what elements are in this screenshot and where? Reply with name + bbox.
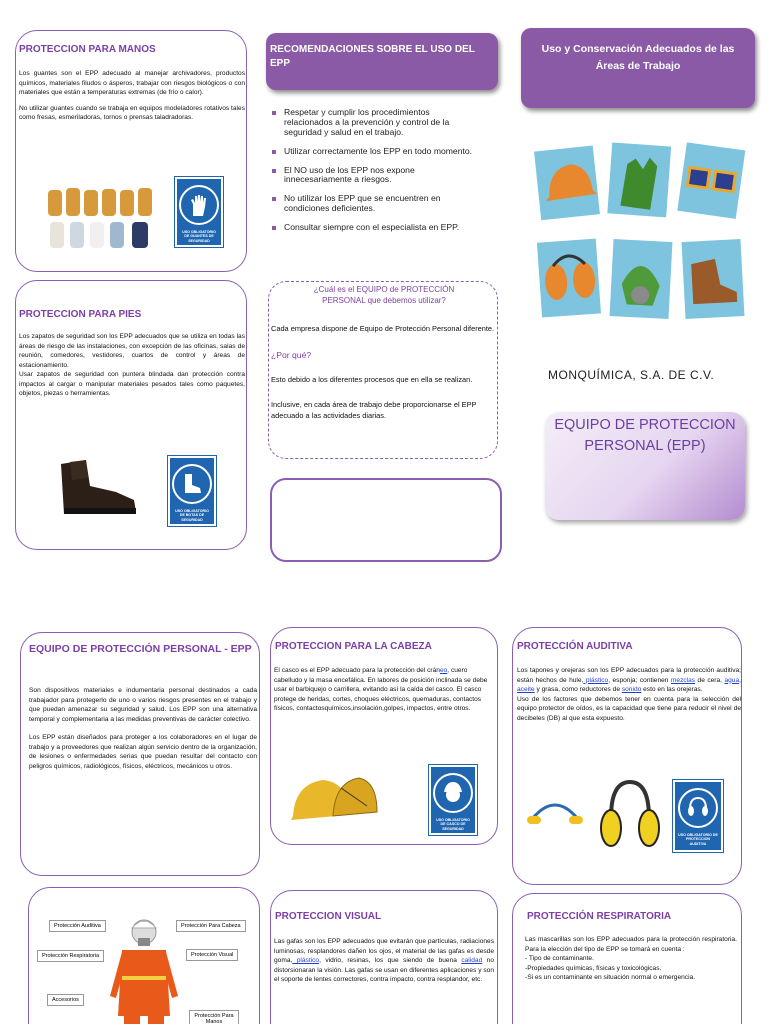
- question-p3: Inclusive, en cada área de trabajo debe proporcionarse el EPP adecuado a las actividades diarias.: [271, 399, 477, 420]
- cabeza-title: PROTECCION PARA LA CABEZA: [275, 641, 432, 652]
- card-pies: [15, 280, 247, 550]
- auditiva-a2: , esponja; contienen: [608, 676, 671, 684]
- auditiva-a6: esto en las orejeras.: [641, 686, 703, 694]
- auditiva-title: PROTECCIÓN AUDITIVA: [517, 641, 633, 652]
- manos-p2: No utilizar guantes cuando se trabaja en equipos modeladores rotativos tales como fresas, esmeriladoras, tornos o prensas taladradoras.: [19, 104, 245, 122]
- diagram-label: Protección Para Cabeza: [176, 920, 246, 932]
- respiratoria-item: -Propiedades químicas, físicas y toxicológicas.: [525, 964, 662, 972]
- helmet-icon: [433, 773, 473, 813]
- gloves-mandatory-sign: [175, 177, 223, 247]
- helmet-image: [289, 768, 379, 828]
- boot-image: [56, 456, 141, 521]
- link-sonido[interactable]: sonido: [621, 686, 642, 694]
- earmuff-icon: [678, 788, 718, 828]
- recommendations-list: [270, 108, 480, 242]
- manos-text: [19, 69, 245, 129]
- boots-mandatory-sign: [168, 456, 216, 526]
- pies-text: [19, 332, 245, 405]
- card-definition: [20, 632, 260, 876]
- diagram-label: Protección Respiratoria: [37, 950, 104, 962]
- definition-title: EQUIPO DE PROTECCIÓN PERSONAL - EPP: [29, 643, 252, 655]
- diagram-label: Protección Visual: [186, 949, 238, 961]
- question-text: ¿Cuál es el EQUIPO de PROTECCIÓN PERSONAL que debemos utilizar?: [313, 285, 455, 305]
- areas-banner: [521, 28, 755, 108]
- cabeza-text-b: , cuero cabelludo y la masa encefálica. En labores de posición inclinada se debe usar el barbiquejo o carrillera, evitando así la caída del casco. El casco protege de heridas, cortes, choques eléctricos, quemaduras, contactos físicos, contactosquímicos,insolación,golpes, impactos, entre otros.: [274, 667, 488, 713]
- visual-a2: , vidrio, resinas, los que siendo de buena: [319, 957, 462, 965]
- recommendations-title: RECOMENDACIONES SOBRE EL USO DEL EPP: [270, 44, 475, 69]
- definition-p1: Son dispositivos materiales e indumentaria personal destinados a cada trabajador para protegerlo de uno o varios riesgos presentes en el trabajo y que puedan amenazar su seguridad y salud. Los EPP son una alternativa temporal y complementaria a las medidas preventivas de carácter colectivo.: [29, 687, 257, 723]
- respiratoria-item: - Tipo de contaminante.: [525, 955, 594, 963]
- auditiva-a4: ,: [739, 676, 741, 684]
- link-agua[interactable]: agua: [724, 676, 740, 684]
- respiratoria-p1: Las mascarillas son los EPP adecuados para la protección respiratoria. Para la elección del tipo de EPP se tomará en cuenta :: [525, 936, 737, 953]
- auditiva-a5: y grasa, como reductores de: [534, 686, 622, 694]
- link-plastico-visual[interactable]: plástico: [292, 957, 320, 965]
- hearing-mandatory-sign: [673, 780, 723, 852]
- pies-title: PROTECCION PARA PIES: [19, 309, 142, 320]
- card-visual: [270, 890, 498, 1024]
- recommendations-banner: [266, 33, 498, 90]
- question-p1: Cada empresa dispone de Equipo de Protección Personal diferente.: [271, 324, 495, 333]
- card-respiratoria: [512, 893, 742, 1024]
- link-aceite[interactable]: aceite: [517, 686, 535, 694]
- epp-banner-title: EQUIPO DE PROTECCION PERSONAL (EPP): [554, 417, 736, 455]
- recommendation-item: No utilizar los EPP que se encuentren en condiciones deficientes.: [270, 194, 480, 214]
- visual-text: [274, 937, 494, 985]
- definition-text: [29, 686, 257, 777]
- link-calidad[interactable]: calidad: [461, 957, 483, 965]
- card-manos: [15, 30, 247, 272]
- question-box: [268, 281, 498, 459]
- visual-a1: Las gafas son los EPP adecuados que evitarán que partículas, radiaciones luminosas, resplandores dañen los ojos, el material de las gafas es desde goma,: [274, 938, 494, 965]
- ppe-items-image: [530, 135, 748, 327]
- link-plastico[interactable]: plástico: [583, 676, 609, 684]
- worker-figure: [104, 916, 184, 1024]
- company-name: MONQUÍMICA, S.A. DE C.V.: [548, 368, 715, 382]
- hearing-sign-text: USO OBLIGATORIO DE PROTECCION AUDITIVA: [678, 833, 718, 846]
- cabeza-link[interactable]: eo: [439, 667, 448, 674]
- areas-title: Uso y Conservación Adecuados de las Áreas de Trabajo: [541, 43, 735, 73]
- diagram-label: Accesorios: [47, 994, 84, 1006]
- recommendation-item: El NO uso de los EPP nos expone innecesariamente a riesgos.: [270, 166, 480, 186]
- respiratoria-title: PROTECCIÓN RESPIRATORIA: [527, 911, 672, 922]
- empty-box: [270, 478, 502, 562]
- respiratoria-item: -Si es un contaminante en situación normal o emergencia.: [525, 974, 696, 982]
- earmuffs-image: [599, 778, 661, 854]
- earplugs-image: [525, 788, 585, 838]
- question-body: [271, 324, 495, 427]
- glove-icon: [179, 185, 219, 225]
- link-mezclas[interactable]: mezclas: [670, 676, 696, 684]
- helmet-sign-text: USO OBLIGATORIO DE CASCO DE SEGURIDAD: [436, 818, 470, 831]
- pies-p2: Usar zapatos de seguridad con puntera blindada dan protección contra impactos al cargar o manipular materiales pesados tales como paquetes, objetos, piezas o herramientas.: [19, 371, 245, 398]
- pies-p1: Los zapatos de seguridad son los EPP adecuados que se utiliza en todas las áreas de riesgo de las instalaciones, con excepción de las oficinas, salas de reunión, comedores, vestidores, cuartos de control y áreas de estacionamiento.: [19, 333, 245, 369]
- gloves-image: [46, 186, 156, 251]
- respiratoria-text: [525, 935, 737, 983]
- diagram-label: Protección Para Manos: [189, 1010, 239, 1024]
- cabeza-text-a: El casco es el EPP adecuado para la protección del crán: [274, 667, 440, 674]
- why-heading: ¿Por qué?: [271, 349, 312, 360]
- auditiva-p1: [517, 666, 741, 695]
- gloves-sign-text: USO OBLIGATORIO DE GUANTES DE SEGURIDAD: [182, 230, 216, 243]
- manos-title: PROTECCION PARA MANOS: [19, 44, 156, 55]
- visual-a3: no distorsionaran la visión. Las gafas se usan en diferentes aplicaciones y son el soporte de lentes correctores, contra impacto, contra resplandor, etc.: [274, 957, 494, 984]
- definition-p2: Los EPP están diseñados para proteger a los colaboradores en el lugar de trabajo y a proveedores que realizan algún servicio dentro de la organización, de lesiones o enfermedades serias que puedan resultar del contacto con peligros químicos, radiológicos, físicos, eléctricos, mecánicos u otros.: [29, 734, 257, 770]
- card-diagram: [28, 887, 260, 1024]
- question-p2: Esto debido a los diferentes procesos que en ella se realizan.: [271, 375, 473, 385]
- boots-sign-text: USO OBLIGATORIO DE BOTAS DE SEGURIDAD: [175, 509, 209, 522]
- recommendation-item: Utilizar correctamente los EPP en todo momento.: [270, 147, 480, 157]
- card-auditiva: [512, 627, 742, 885]
- diagram-label: Protección Auditiva: [49, 920, 106, 932]
- recommendation-item: Respetar y cumplir los procedimientos relacionados a la prevención y control de la seguridad y salud en el trabajo.: [270, 108, 480, 138]
- manos-p1: Los guantes son el EPP adecuado al manejar archivadores, productos químicos, materiales filudos o ásperos, trabajar con riesgos biológicos o con materiales que están a temperaturas extremas (de frío o calor).: [19, 70, 245, 97]
- recommendation-item: Consultar siempre con el especialista en EPP.: [270, 223, 480, 233]
- auditiva-p2: Uso de los factores que debemos tener en cuenta para la selección del equipo protector de oídos, es la capacidad que tiene para reducir el nivel de decibeles (DB) al que esta expuesto.: [517, 695, 741, 722]
- card-cabeza: [270, 627, 498, 845]
- visual-title: PROTECCION VISUAL: [275, 911, 382, 922]
- cabeza-text: [274, 666, 494, 714]
- auditiva-a1: Los tapones y orejeras son los EPP adecuados para la protección auditiva; están hechos de hule,: [517, 667, 741, 684]
- auditiva-text: [517, 666, 741, 729]
- boot-icon: [172, 464, 212, 504]
- epp-banner: [545, 412, 745, 520]
- helmet-mandatory-sign: [429, 765, 477, 835]
- auditiva-a3: de cera,: [695, 676, 725, 684]
